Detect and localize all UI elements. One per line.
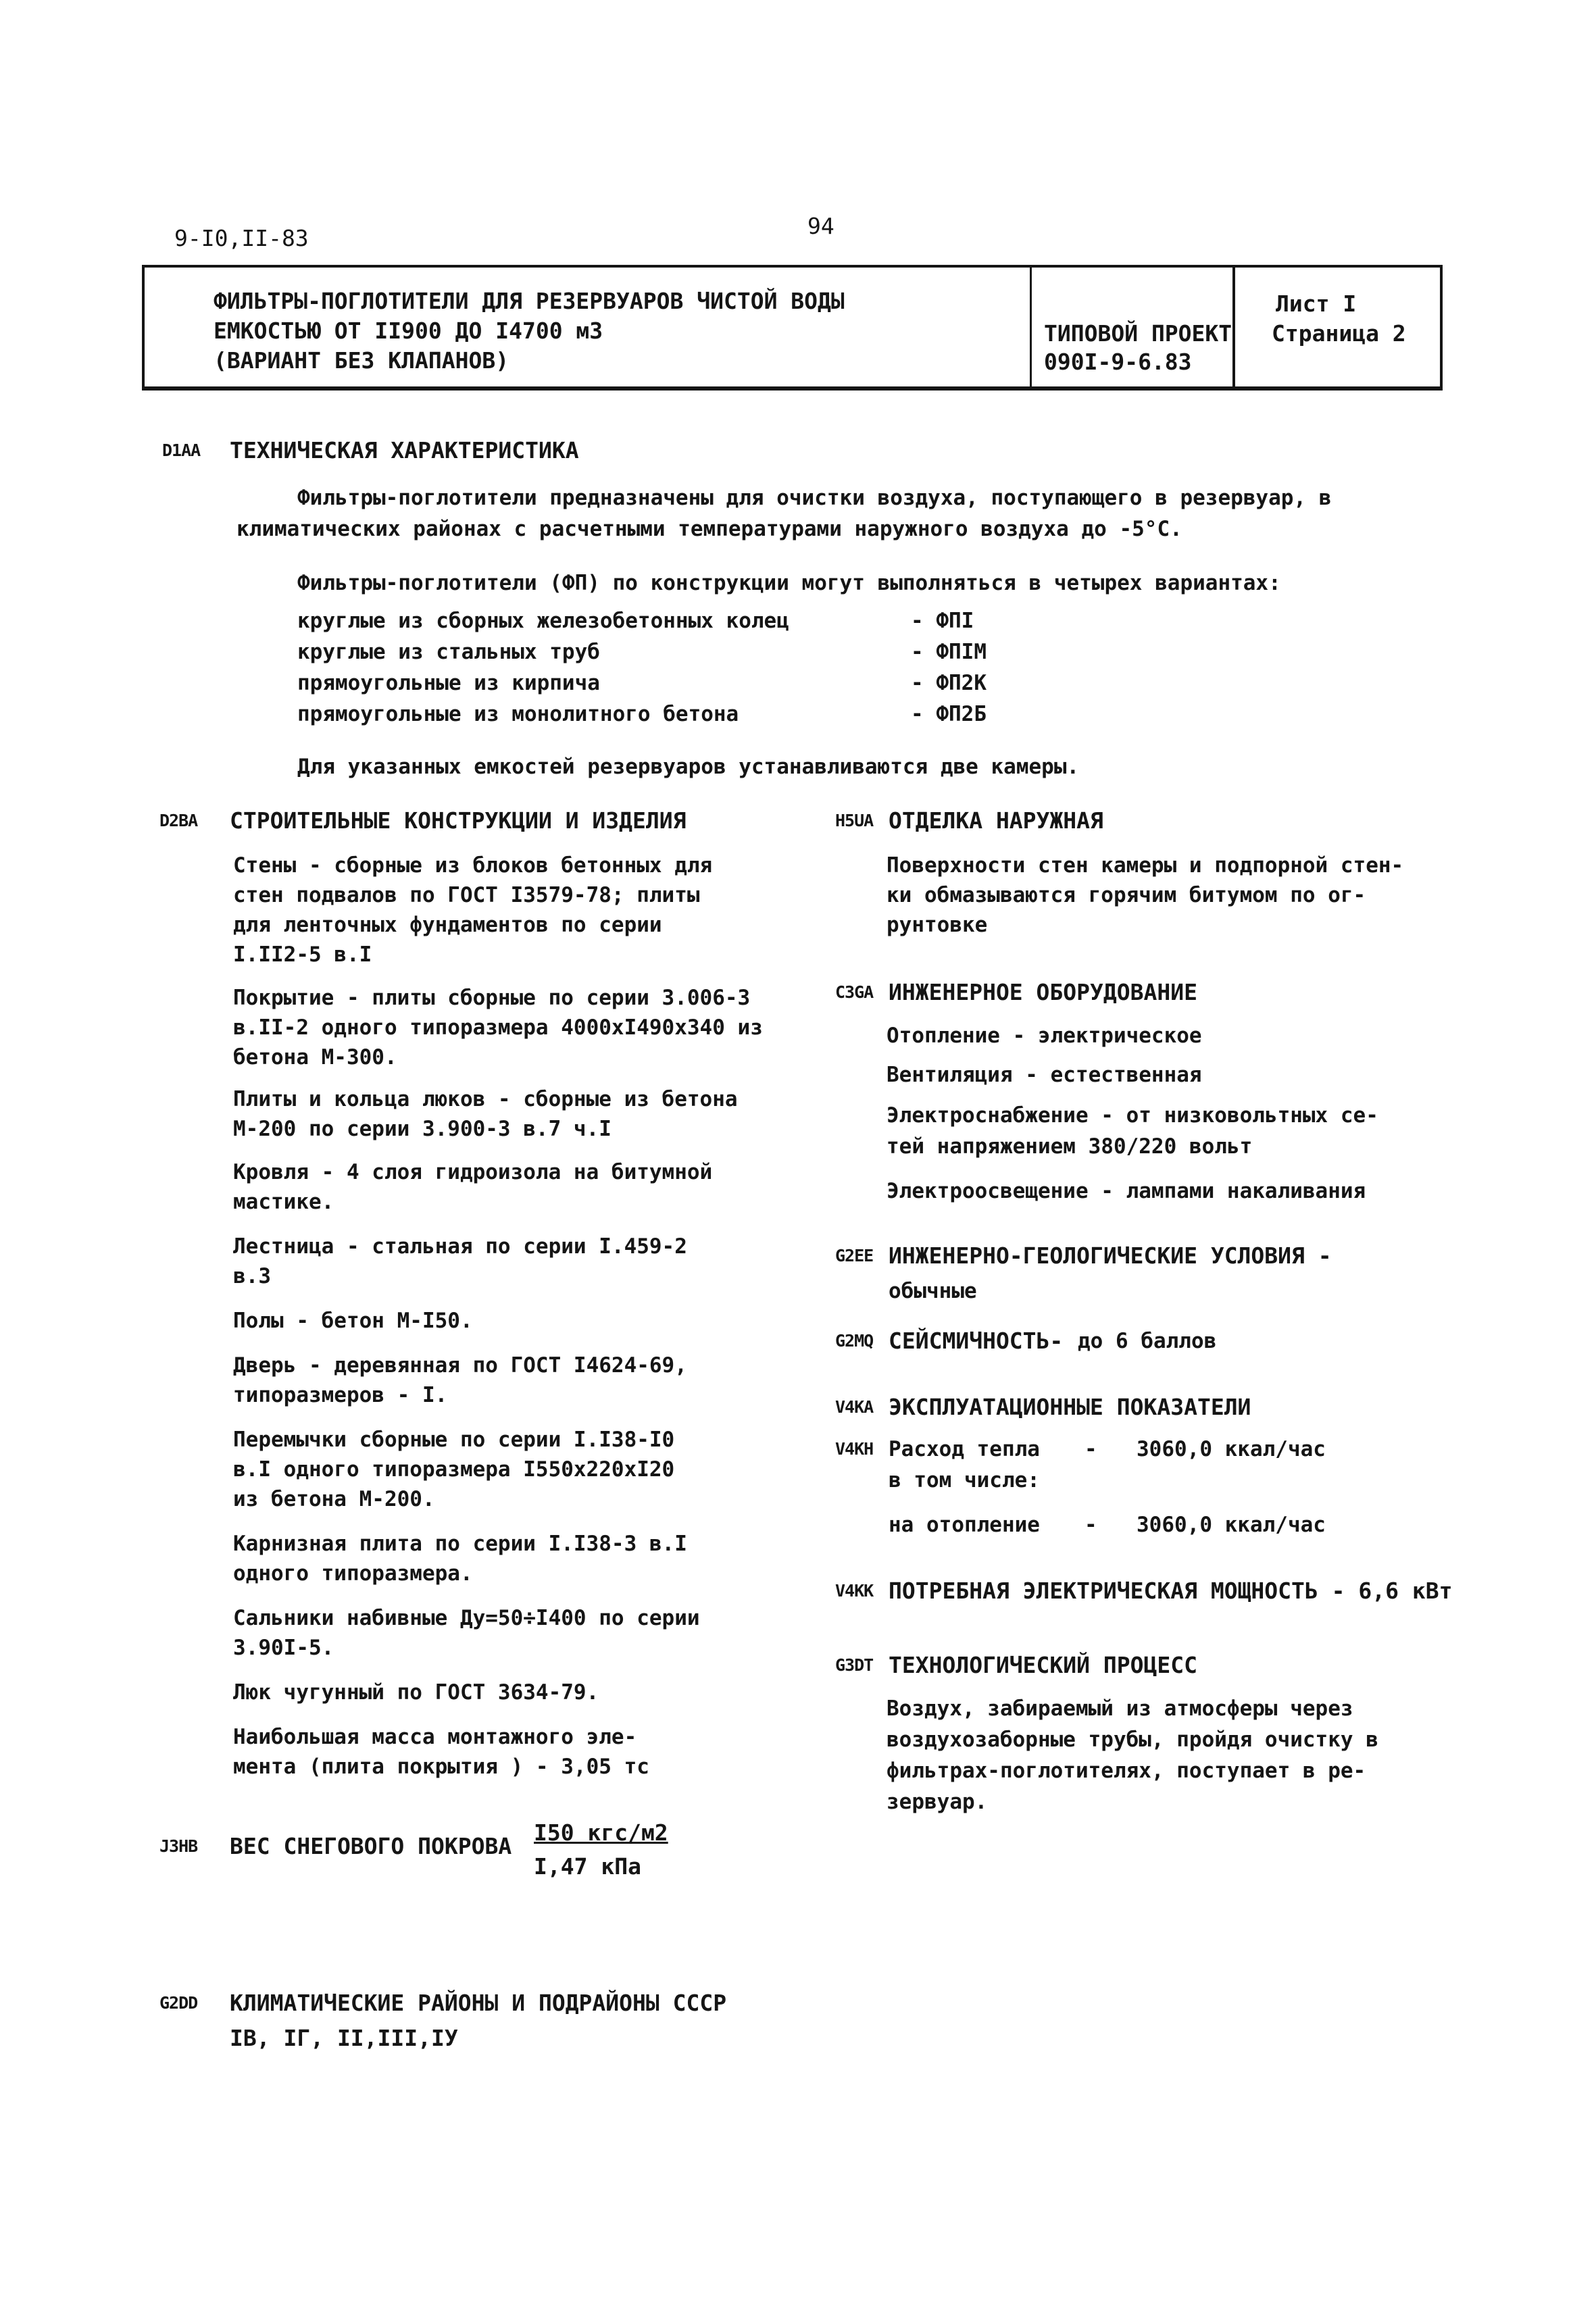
section-heading: ИНЖЕНЕРНО-ГЕОЛОГИЧЕСКИЕ УСЛОВИЯ - xyxy=(889,1242,1332,1269)
construction-line: в.II-2 одного типоразмера 4000хI490х340 из xyxy=(233,1015,763,1040)
process-line: фильтрах-поглотителях, поступает в ре- xyxy=(887,1759,1366,1783)
heat-label: Расход тепла xyxy=(889,1437,1040,1461)
sheet-label: Лист I xyxy=(1276,291,1357,317)
section-code: D1АА xyxy=(162,441,201,460)
paragraph-line: Для указанных емкостей резервуаров устанавливаются две камеры. xyxy=(297,755,1080,779)
construction-line: в.3 xyxy=(233,1264,271,1288)
title-block-title xyxy=(145,268,1030,386)
climate-value: IВ, IГ, II,III,IУ xyxy=(230,2025,458,2051)
title-line: ФИЛЬТРЫ-ПОГЛОТИТЕЛИ ДЛЯ РЕЗЕРВУАРОВ ЧИСТОЙ ВОДЫ xyxy=(214,288,845,314)
engineering-line: Электроснабжение - от низковольтных се- xyxy=(887,1103,1378,1128)
finish-line: ки обмазываются горячим битумом по ог- xyxy=(887,883,1366,907)
variant-code: - ФП2К xyxy=(911,671,987,695)
construction-line: Сальники набивные Ду=50÷I400 по серии xyxy=(233,1606,700,1630)
heat-value: 3060,0 ккал/час xyxy=(1137,1437,1326,1461)
construction-line: Плиты и кольца люков - сборные из бетона xyxy=(233,1087,738,1111)
title-block xyxy=(142,265,1443,391)
construction-line: мастике. xyxy=(233,1190,334,1214)
variant-code: - ФПIМ xyxy=(911,640,987,664)
heating-dash: - xyxy=(1084,1513,1097,1537)
variant-code: - ФПI xyxy=(911,609,974,633)
heat-dash: - xyxy=(1084,1437,1097,1461)
title-line: (ВАРИАНТ БЕЗ КЛАПАНОВ) xyxy=(214,347,509,374)
variant-name: круглые из сборных железобетонных колец xyxy=(297,609,789,633)
construction-line: М-200 по серии 3.900-3 в.7 ч.I xyxy=(233,1117,612,1141)
section-code: V4КК xyxy=(835,1581,874,1601)
process-line: воздухозаборные трубы, пройдя очистку в xyxy=(887,1728,1378,1752)
section-heading: ЭКСПЛУАТАЦИОННЫЕ ПОКАЗАТЕЛИ xyxy=(889,1394,1251,1420)
construction-line: для ленточных фундаментов по серии xyxy=(233,913,662,937)
section-heading: СТРОИТЕЛЬНЫЕ КОНСТРУКЦИИ И ИЗДЕЛИЯ xyxy=(230,807,687,834)
construction-line: Перемычки сборные по серии I.I38-I0 xyxy=(233,1428,675,1452)
snow-value-kpa: I,47 кПа xyxy=(534,1853,641,1880)
title-line: ЕМКОСТЬЮ ОТ II900 ДО I4700 м3 xyxy=(214,318,603,344)
paragraph-line: Фильтры-поглотители предназначены для очистки воздуха, поступающего в резервуар, в xyxy=(297,486,1332,510)
document-code: 9-I0,II-83 xyxy=(174,225,309,251)
construction-line: типоразмеров - I. xyxy=(233,1383,448,1407)
variant-code: - ФП2Б xyxy=(911,702,987,726)
heating-value: 3060,0 ккал/час xyxy=(1137,1513,1326,1537)
section-code: V4КА xyxy=(835,1397,874,1417)
section-heading: ТЕХНИЧЕСКАЯ ХАРАКТЕРИСТИКА xyxy=(230,437,579,463)
page-number: 94 xyxy=(807,213,834,239)
construction-line: Карнизная плита по серии I.I38-3 в.I xyxy=(233,1532,687,1556)
construction-line: одного типоразмера. xyxy=(233,1561,473,1586)
section-code: J3НВ xyxy=(159,1836,198,1856)
variant-name: прямоугольные из монолитного бетона xyxy=(297,702,739,726)
section-heading: ОТДЕЛКА НАРУЖНАЯ xyxy=(889,807,1103,834)
construction-line: Полы - бетон М-I50. xyxy=(233,1309,473,1333)
engineering-line: тей напряжением 380/220 вольт xyxy=(887,1134,1253,1159)
section-code: G2ЕЕ xyxy=(835,1246,874,1265)
construction-line: Наибольшая масса монтажного эле- xyxy=(233,1725,637,1749)
section-code: G2МQ xyxy=(835,1331,874,1351)
snow-value-kgf: I50 кгс/м2 xyxy=(534,1819,668,1846)
engineering-line: Вентиляция - естественная xyxy=(887,1063,1202,1087)
construction-line: Дверь - деревянная по ГОСТ I4624-69, xyxy=(233,1353,687,1378)
construction-line: мента (плита покрытия ) - 3,05 тс xyxy=(233,1755,649,1779)
construction-line: 3.90I-5. xyxy=(233,1636,334,1660)
title-block-sheet xyxy=(1232,268,1440,386)
geology-value: обычные xyxy=(889,1279,977,1303)
construction-line: из бетона М-200. xyxy=(233,1487,435,1511)
section-heading: ТЕХНОЛОГИЧЕСКИЙ ПРОЦЕСС xyxy=(889,1652,1197,1678)
variant-name: прямоугольные из кирпича xyxy=(297,671,600,695)
seismic-value: до 6 баллов xyxy=(1078,1329,1217,1353)
section-heading: КЛИМАТИЧЕСКИЕ РАЙОНЫ И ПОДРАЙОНЫ СССР xyxy=(230,1990,727,2016)
engineering-line: Электроосвещение - лампами накаливания xyxy=(887,1179,1366,1203)
paragraph-line: Фильтры-поглотители (ФП) по конструкции могут выполняться в четырех вариантах: xyxy=(297,571,1281,595)
construction-line: Лестница - стальная по серии I.459-2 xyxy=(233,1234,687,1259)
project-label: ТИПОВОЙ ПРОЕКТ xyxy=(1044,320,1232,347)
construction-line: бетона М-300. xyxy=(233,1045,397,1070)
variant-name: круглые из стальных труб xyxy=(297,640,600,664)
title-block-project xyxy=(1030,268,1235,386)
construction-line: Стены - сборные из блоков бетонных для xyxy=(233,853,713,878)
construction-line: Покрытие - плиты сборные по серии 3.006-3 xyxy=(233,986,751,1010)
construction-line: стен подвалов по ГОСТ I3579-78; плиты xyxy=(233,883,700,907)
section-heading: ИНЖЕНЕРНОЕ ОБОРУДОВАНИЕ xyxy=(889,979,1197,1005)
heating-label: на отопление xyxy=(889,1513,1040,1537)
construction-line: I.II2-5 в.I xyxy=(233,942,372,967)
finish-line: Поверхности стен камеры и подпорной стен- xyxy=(887,853,1404,878)
process-line: зервуар. xyxy=(887,1790,988,1814)
engineering-line: Отопление - электрическое xyxy=(887,1024,1202,1048)
process-line: Воздух, забираемый из атмосферы через xyxy=(887,1696,1353,1721)
heat-including: в том числе: xyxy=(889,1468,1040,1492)
section-heading: СЕЙСМИЧНОСТЬ- xyxy=(889,1328,1064,1354)
section-code: Н5UА xyxy=(835,811,874,830)
snow-label: ВЕС СНЕГОВОГО ПОКРОВА xyxy=(230,1833,512,1859)
construction-line: в.I одного типоразмера I550х220хI20 xyxy=(233,1457,675,1482)
section-code: C3GА xyxy=(835,982,874,1002)
section-code: D2ВА xyxy=(159,811,198,830)
page-label: Страница 2 xyxy=(1272,320,1406,347)
finish-line: рунтовке xyxy=(887,913,988,937)
construction-line: Люк чугунный по ГОСТ 3634-79. xyxy=(233,1680,599,1705)
construction-line: Кровля - 4 слоя гидроизола на битумной xyxy=(233,1160,713,1184)
section-code: G2DD xyxy=(159,1993,198,2013)
section-code: G3DТ xyxy=(835,1655,874,1675)
section-code: V4КН xyxy=(835,1439,874,1459)
paragraph-line: климатических районах с расчетными температурами наружного воздуха до -5°С. xyxy=(236,517,1182,541)
power-line: ПОТРЕБНАЯ ЭЛЕКТРИЧЕСКАЯ МОЩНОСТЬ - 6,6 кВт xyxy=(889,1578,1453,1604)
project-number: 090I-9-6.83 xyxy=(1044,349,1192,375)
